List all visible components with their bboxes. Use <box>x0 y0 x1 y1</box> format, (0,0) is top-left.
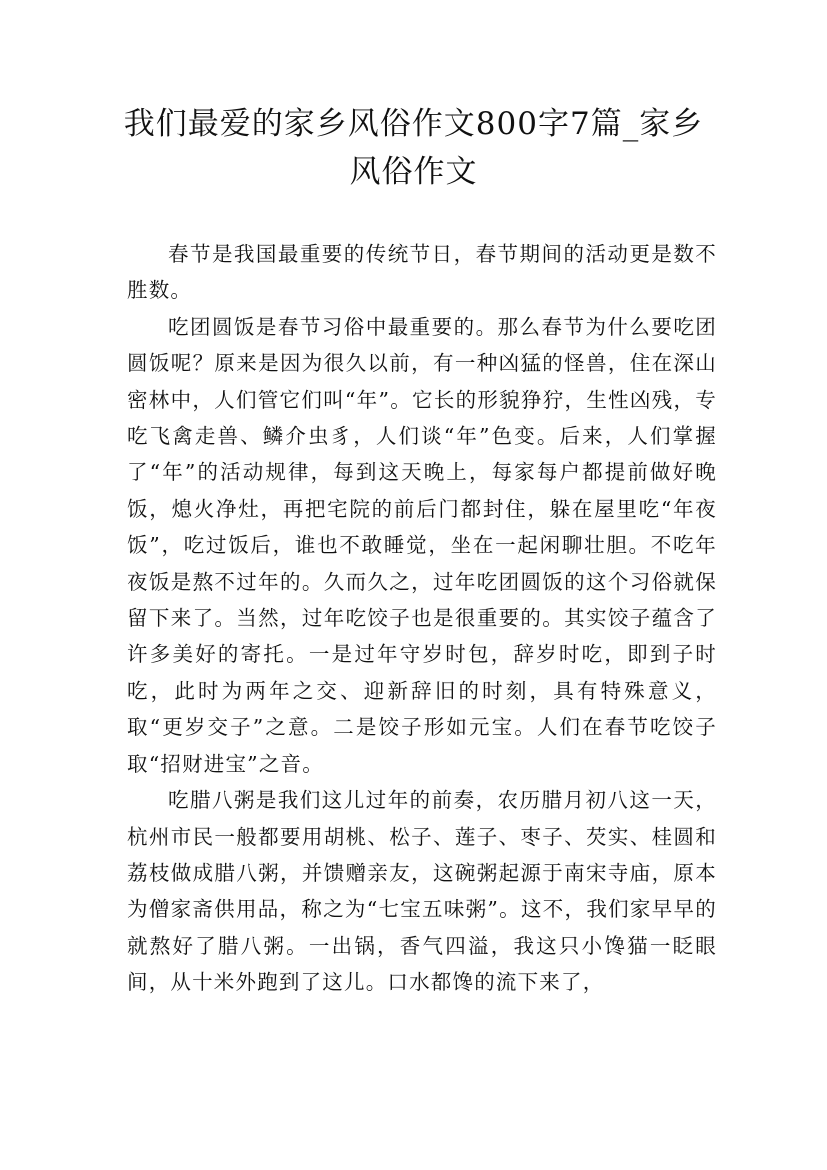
document-body <box>127 236 717 1001</box>
document-title-line-2: 风俗作文 <box>349 154 478 190</box>
paragraph-3: 吃腊八粥是我们这儿过年的前奏，农历腊月初八这一天，杭州市民一般都要用胡桃、松子、莲子、枣子、芡实、桂圆和荔枝做成腊八粥，并馈赠亲友，这碗粥起源于南宋寺庙，原本为僧家斋供用品，称之为“七宝五味粥”。这不，我们家早早的就熬好了腊八粥。一出锅，香气四溢，我这只小馋猫一眨眼间，从十米外跑到了这儿。口水都馋的流下来了， <box>127 788 717 995</box>
paragraph-2: 吃团圆饭是春节习俗中最重要的。那么春节为什么要吃团圆饭呢？原来是因为很久以前，有一种凶猛的怪兽，住在深山密林中，人们管它们叫“年”。它长的形貌狰狞，生性凶残，专吃飞禽走兽、鳞介虫豸，人们谈“年”色变。后来，人们掌握了“年”的活动规律，每到这天晚上，每家每户都提前做好晚饭，熄火净灶，再把宅院的前后门都封住，躲在屋里吃“年夜饭”，吃过饭后，谁也不敢睡觉，坐在一起闲聊壮胆。不吃年夜饭是熬不过年的。久而久之，过年吃团圆饭的这个习俗就保留下来了。当然，过年吃饺子也是很重要的。其实饺子蕴含了许多美好的寄托。一是过年守岁时包，辞岁时吃，即到子时吃，此时为两年之交、迎新辞旧的时刻，具有特殊意义，取“更岁交子”之意。二是饺子形如元宝。人们在春节吃饺子取“招财进宝”之音。 <box>127 314 717 776</box>
document-title-line-1: 我们最爱的家乡风俗作文800字7篇_家乡 <box>123 106 704 142</box>
paragraph-1: 春节是我国最重要的传统节日，春节期间的活动更是数不胜数。 <box>127 242 717 303</box>
document-title <box>80 100 747 196</box>
